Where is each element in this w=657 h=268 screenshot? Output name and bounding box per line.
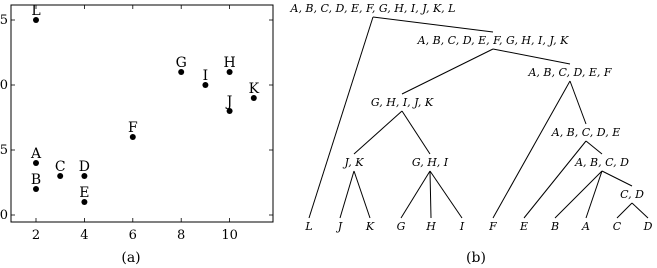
tree-edge-n2-n4 xyxy=(570,81,586,124)
tree-node-b: B xyxy=(550,220,560,233)
x-tick-label: 8 xyxy=(177,228,186,243)
caption-b: (b) xyxy=(466,250,486,266)
tree-edge-n6-I xyxy=(430,171,462,218)
tree-edge-n6-G xyxy=(401,171,430,218)
tree-edge-n4-E xyxy=(524,141,586,218)
x-tick-label: 2 xyxy=(31,228,41,243)
tree-edge-n7-B xyxy=(555,171,602,218)
tree-edge-n5-K xyxy=(354,171,370,218)
point-label: D xyxy=(78,159,91,175)
tree-edge-n6-H xyxy=(430,171,431,218)
tree-edge-n1-n3 xyxy=(402,49,493,94)
tree-nodes xyxy=(290,2,653,233)
tree-node-n1: A, B, C, D, E, F, G, H, I, J, K xyxy=(417,34,569,47)
tree-node-n8: C, D xyxy=(620,188,644,201)
tree-edge-n1-n2 xyxy=(493,49,570,64)
tree-edge-n8-D xyxy=(632,203,648,218)
tree-node-n7: A, B, C, D xyxy=(575,156,629,169)
point-label: I xyxy=(202,68,209,84)
point-label: K xyxy=(248,81,260,97)
x-tick-label: 6 xyxy=(128,228,137,243)
caption-a: (a) xyxy=(121,250,141,266)
plot-frame xyxy=(11,5,273,222)
tree-node-d: D xyxy=(643,220,653,233)
tree-node-root: A, B, C, D, E, F, G, H, I, J, K, L xyxy=(290,2,456,15)
tree-edge-n5-J xyxy=(340,171,354,218)
tree-node-a: A xyxy=(582,220,590,233)
tree-node-c: C xyxy=(612,220,622,233)
tree-node-e: E xyxy=(519,220,529,233)
tree-edge-n7-A xyxy=(586,171,602,218)
tree-edge-n8-C xyxy=(617,203,632,218)
scatter-plot xyxy=(0,3,273,243)
tree-node-i: I xyxy=(459,220,465,233)
data-points xyxy=(30,3,260,205)
point-label: B xyxy=(30,172,42,188)
cluster-tree xyxy=(290,2,653,233)
point-label: L xyxy=(31,3,41,19)
point-label: E xyxy=(79,185,90,201)
tree-edge-n4-n7 xyxy=(586,141,602,154)
tree-edge-n3-n6 xyxy=(402,111,430,154)
y-tick-label: 5 xyxy=(0,13,8,28)
y-tick-label: 0 xyxy=(0,208,8,223)
point-label: H xyxy=(223,55,236,71)
tree-node-n2: A, B, C, D, E, F xyxy=(528,66,612,79)
tree-edge-root-n1 xyxy=(373,17,493,32)
x-tick-label: 4 xyxy=(80,228,89,243)
x-tick-label: 10 xyxy=(221,228,238,243)
y-tick-label: 5 xyxy=(0,143,8,158)
tree-edge-n3-n5 xyxy=(354,111,402,154)
point-label: F xyxy=(127,120,138,136)
tree-node-g: G xyxy=(396,220,406,233)
tree-edge-n7-n8 xyxy=(602,171,632,186)
tree-node-f: F xyxy=(489,220,497,233)
tree-node-n4: A, B, C, D, E xyxy=(551,126,621,139)
tree-node-n3: G, H, I, J, K xyxy=(370,96,434,109)
point-label: A xyxy=(30,146,42,162)
point-label: G xyxy=(175,55,187,71)
tree-node-n6: G, H, I xyxy=(411,156,449,169)
tree-node-k: K xyxy=(365,220,375,233)
tree-node-l: L xyxy=(305,220,313,233)
tree-node-h: H xyxy=(426,220,436,233)
tree-edge-n2-F xyxy=(493,81,570,218)
tree-node-n5: J, K xyxy=(344,156,364,169)
tree-edge-root-L xyxy=(309,17,373,218)
tree-edges xyxy=(309,17,648,218)
point-label: J xyxy=(226,94,233,110)
tree-node-j: J xyxy=(337,220,343,233)
y-tick-label: 0 xyxy=(0,78,8,93)
point-label: C xyxy=(54,159,66,175)
